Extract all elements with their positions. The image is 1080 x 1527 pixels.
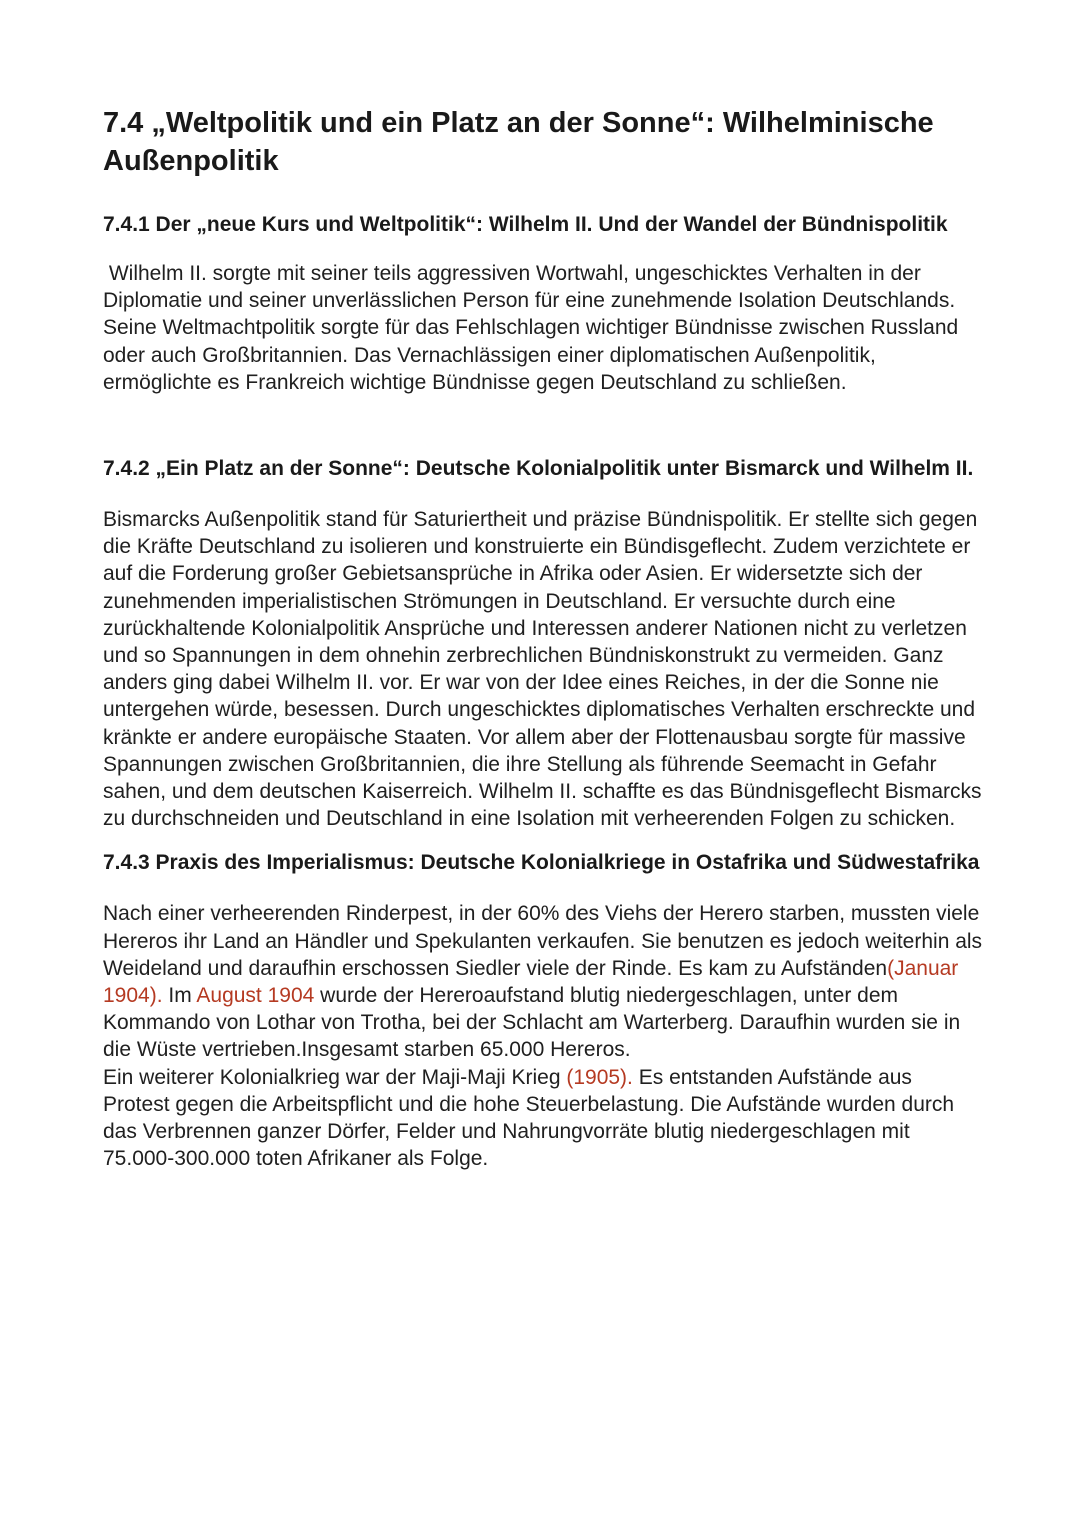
date-highlight-august-1904: August 1904	[196, 984, 315, 1008]
text-run: Ein weiterer Kolonialkrieg war der Maji-Maji Krieg	[103, 1065, 567, 1089]
text-run: Nach einer verheerenden Rinderpest, in der 60% des Viehs der Herero starben, mussten viele Hereros ihr Land an Händler und Spekulanten verkaufen. Sie benutzen es jedoch weiterhin als Weideland und daraufhin erschossen Siedler viele der Rinde. Es kam zu Aufständen	[103, 902, 983, 980]
section-paragraph-743-herero	[103, 900, 983, 1063]
text-run: Im	[162, 984, 197, 1008]
document-page	[103, 104, 983, 1172]
section-heading-743: 7.4.3 Praxis des Imperialismus: Deutsche Kolonialkriege in Ostafrika und Südwestafrika	[103, 851, 980, 875]
section-paragraph-742: Bismarcks Außenpolitik stand für Saturiertheit und präzise Bündnispolitik. Er stellte sich gegen die Kräfte Deutschland zu isolieren und konstruierte ein Bündisgeflecht. Zudem verzichtete er auf die Forderung großer Gebietsansprüche in Afrika oder Asien. Er widersetzte sich der zunehmenden imperialistischen Strömungen in Deutschland. Er versuchte durch eine zurückhaltende Kolonialpolitik Ansprüche und Interessen anderer Nationen nicht zu verletzen und so Spannungen in dem ohnehin zerbrechlichen Bündniskonstrukt zu vermeiden. Ganz anders ging dabei Wilhelm II. vor. Er war von der Idee eines Reiches, in der die Sonne nie untergehen würde, besessen. Durch ungeschicktes diplomatisches Verhalten erschreckte und kränkte er andere europäische Staaten. Vor allem aber der Flottenausbau sorgte für massive Spannungen zwischen Großbritannien, die ihre Stellung als führende Seemacht in Gefahr sahen, und dem deutschen Kaiserreich. Wilhelm II. schaffte es das Bündnisgeflecht Bismarcks zu durchschneiden und Deutschland in eine Isolation mit verheerenden Folgen zu schicken.	[103, 508, 982, 831]
chapter-title: 7.4 „Weltpolitik und ein Platz an der Sonne“: Wilhelminische Außenpolitik	[103, 107, 934, 177]
date-highlight-1905: (1905).	[566, 1065, 633, 1089]
section-heading-742: 7.4.2 „Ein Platz an der Sonne“: Deutsche Kolonialpolitik unter Bismarck und Wilhelm II.	[103, 457, 974, 481]
section-paragraph-741: Wilhelm II. sorgte mit seiner teils aggressiven Wortwahl, ungeschicktes Verhalten in der Diplomatie und seiner unverlässlichen Person für eine zunehmende Isolation Deutschlands. Seine Weltmachtpolitik sorgte für das Fehlschlagen wichtiger Bündnisse zwischen Russland oder auch Großbritannien. Das Vernachlässigen einer diplomatischen Außenpolitik, ermöglichte es Frankreich wichtige Bündnisse gegen Deutschland zu schließen.	[103, 262, 965, 394]
date-highlight-januar-1904: (Januar 1904).	[103, 956, 959, 1008]
text-run: Es entstanden Aufstände aus Protest gegen die Arbeitspflicht und die hohe Steuerbelastung. Die Aufstände wurden durch das Verbrennen ganzer Dörfer, Felder und Nahrungvorräte blutig niedergeschlagen mit 75.000-300.000 toten Afrikaner als Folge.	[103, 1065, 960, 1171]
section-heading-741: 7.4.1 Der „neue Kurs und Weltpolitik“: Wilhelm II. Und der Wandel der Bündnispolitik	[103, 213, 948, 236]
text-run: wurde der Hereroaufstand blutig niedergeschlagen, unter dem Kommando von Lothar von Trotha, bei der Schlacht am Warterberg. Daraufhin wurden sie in die Wüste vertrieben.Insgesamt starben 65.000 Hereros.	[103, 984, 967, 1062]
section-paragraph-743-maji-maji	[103, 1064, 983, 1173]
